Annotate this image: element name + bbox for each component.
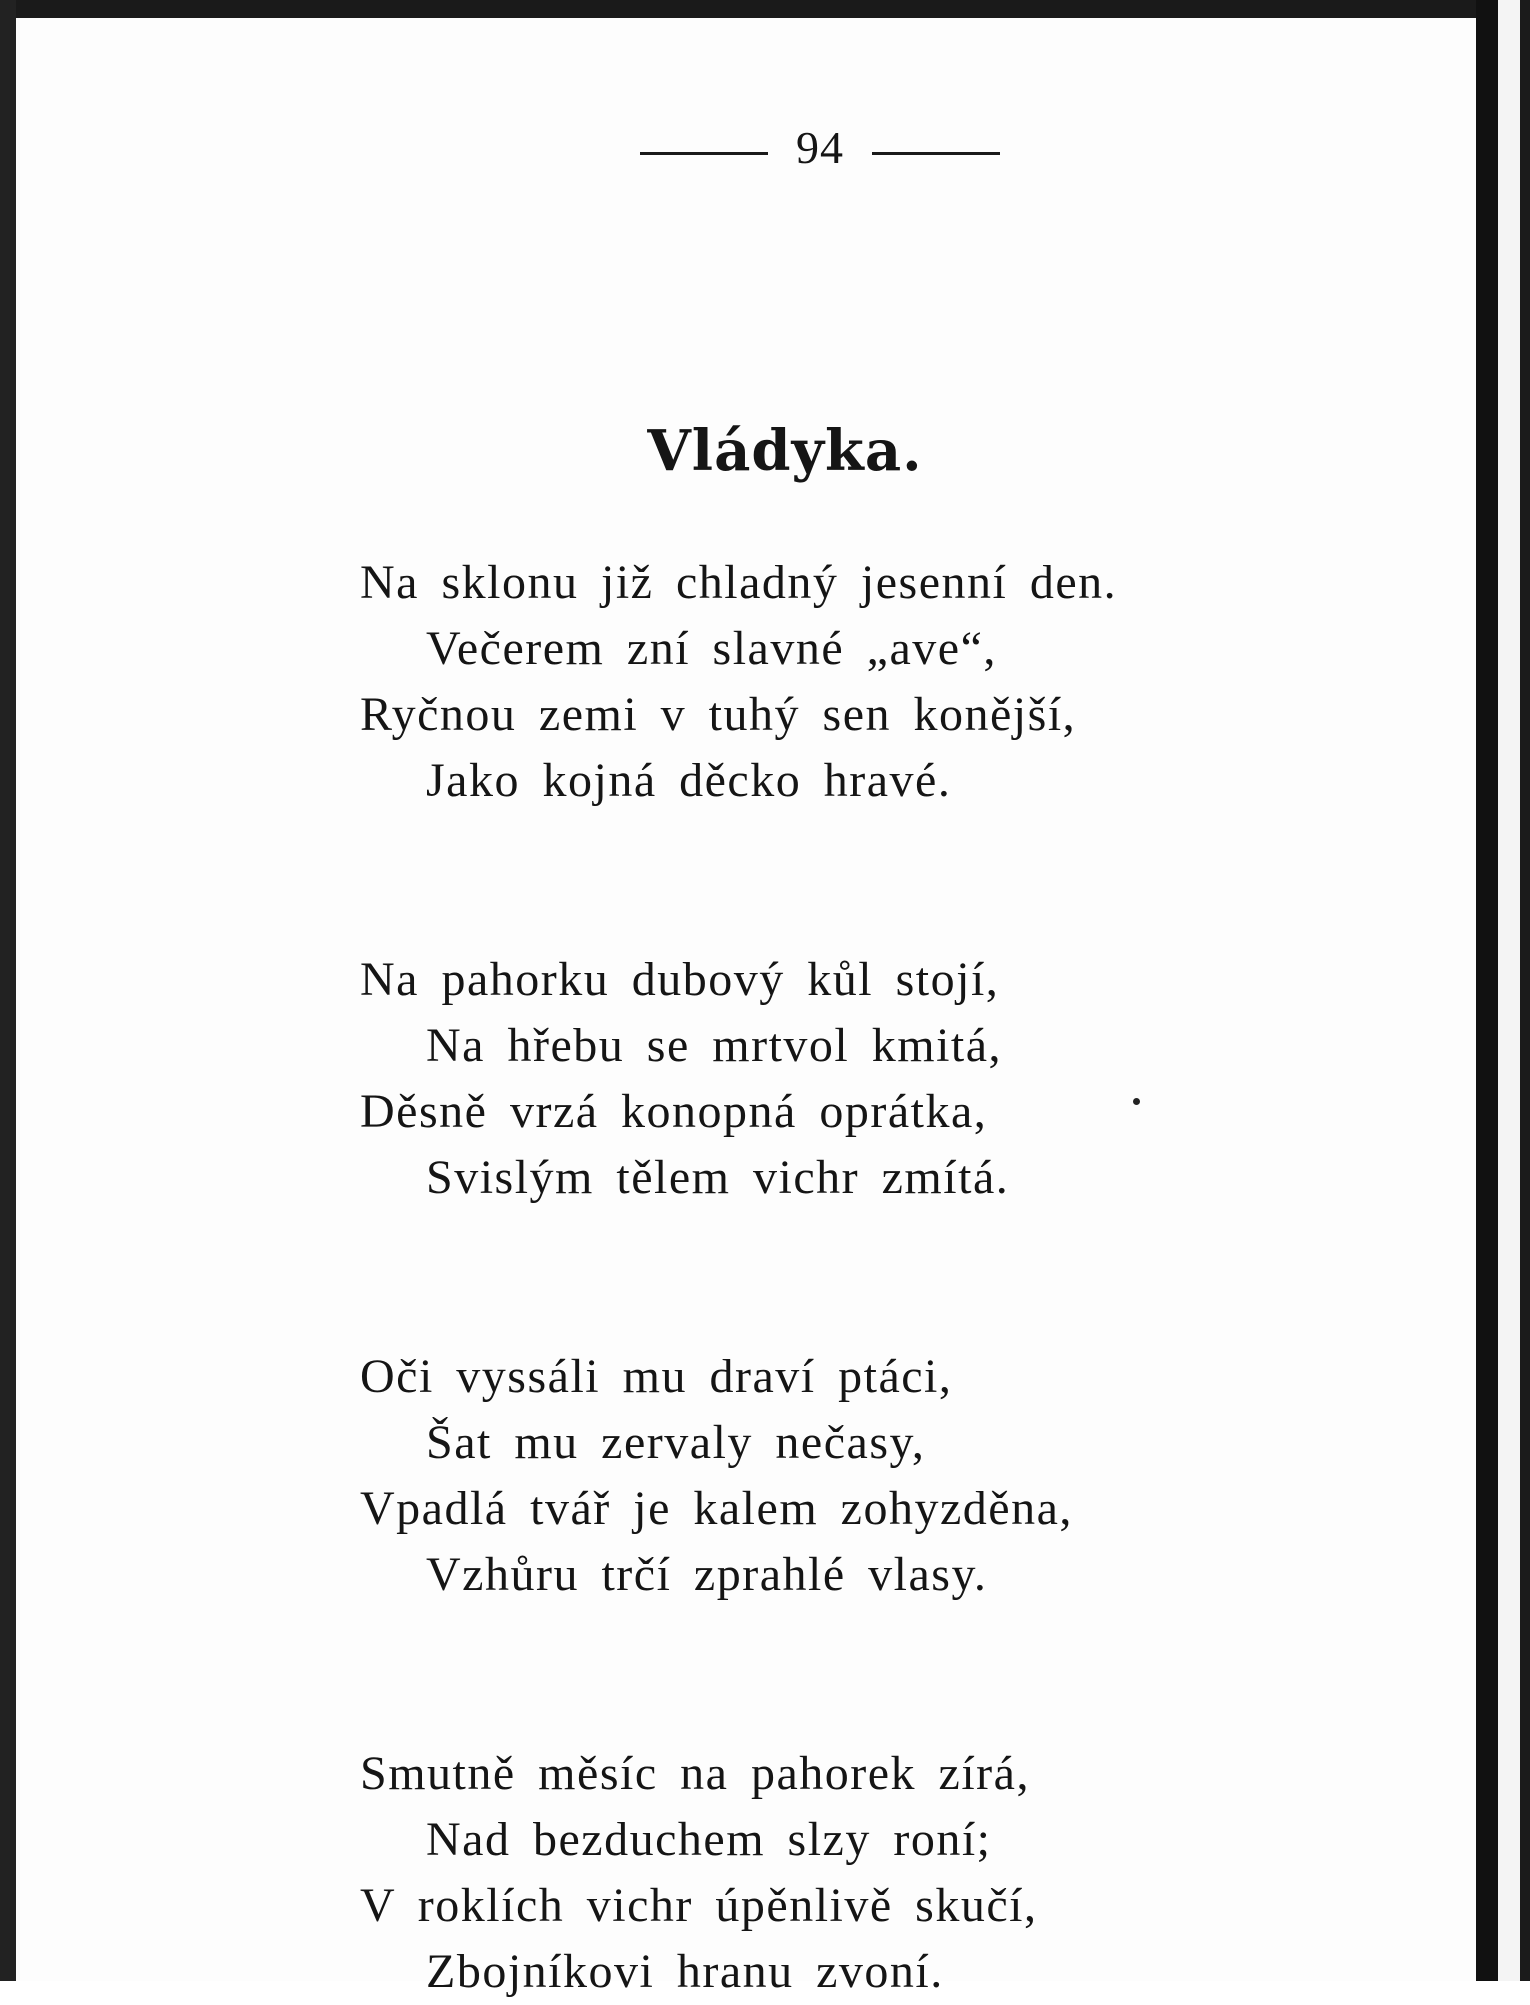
verse-line: V roklích vichr úpěnlivě skučí, bbox=[360, 1879, 1038, 1932]
scan-border-left bbox=[0, 0, 16, 1981]
verse-line: Svislým tělem vichr zmítá. bbox=[426, 1151, 1010, 1204]
ink-speck bbox=[1133, 1098, 1140, 1105]
verse-line: Šat mu zervaly nečasy, bbox=[426, 1416, 926, 1469]
page-number: 94 bbox=[796, 122, 844, 173]
poem-body bbox=[360, 550, 1260, 2005]
page-header bbox=[620, 118, 1020, 178]
verse-line: Nad bezduchem slzy roní; bbox=[426, 1813, 992, 1866]
verse-line: Jako kojná děcko hravé. bbox=[426, 754, 952, 807]
stanza bbox=[360, 947, 1260, 1211]
verse-line: Večerem zní slavné „ave“, bbox=[426, 622, 997, 675]
stanza bbox=[360, 550, 1260, 814]
verse-line: Vpadlá tvář je kalem zohyzděna, bbox=[360, 1482, 1073, 1535]
poem-title: Vládyka. bbox=[647, 418, 923, 484]
verse-line: Na hřebu se mrtvol kmitá, bbox=[426, 1019, 1003, 1072]
header-rule-right bbox=[872, 152, 1000, 155]
scan-border-right-edge bbox=[1520, 0, 1530, 1981]
scan-border-top bbox=[0, 0, 1530, 18]
verse-line: Ryčnou zemi v tuhý sen konější, bbox=[360, 688, 1077, 741]
verse-line: Oči vyssáli mu draví ptáci, bbox=[360, 1350, 953, 1403]
stanza bbox=[360, 1344, 1260, 1608]
verse-line: Na sklonu již chladný jesenní den. bbox=[360, 556, 1118, 609]
stanza bbox=[360, 1741, 1260, 2005]
verse-line: Zbojníkovi hranu zvoní. bbox=[426, 1945, 944, 1998]
verse-line: Na pahorku dubový kůl stojí, bbox=[360, 953, 1000, 1006]
verse-line: Smutně měsíc na pahorek zírá, bbox=[360, 1747, 1030, 1800]
scan-border-right bbox=[1476, 0, 1498, 1981]
verse-line: Děsně vrzá konopná oprátka, bbox=[360, 1085, 988, 1138]
header-rule-left bbox=[640, 152, 768, 155]
next-page-edge bbox=[1498, 0, 1520, 1981]
verse-line: Vzhůru trčí zprahlé vlasy. bbox=[426, 1548, 988, 1601]
